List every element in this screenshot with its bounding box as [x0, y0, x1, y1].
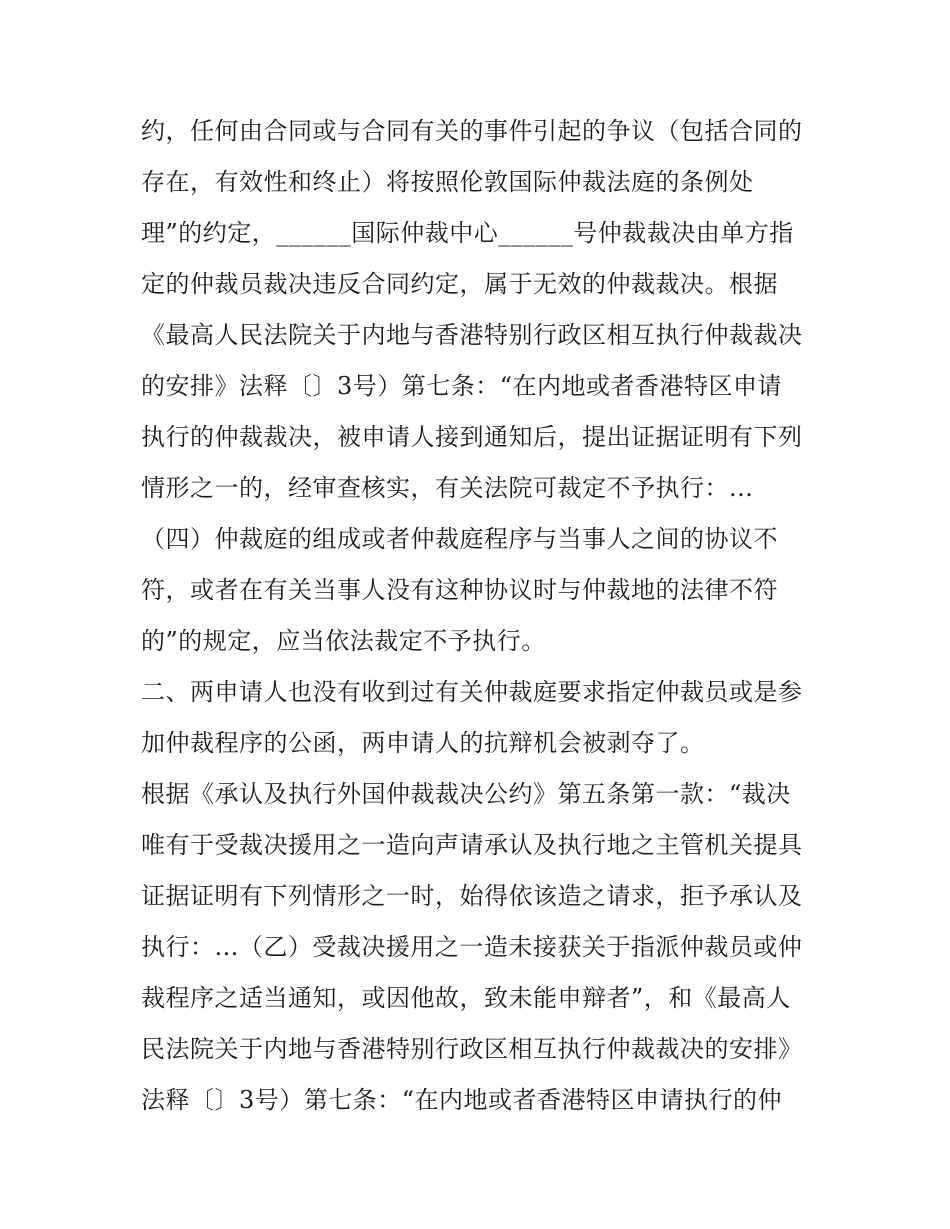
- text-line-14: 根据《承认及执行外国仲裁裁决公约》第五条第一款：“裁决: [141, 780, 791, 808]
- text-line-1: 约，任何由合同或与合同有关的事件引起的争议（包括合同的: [141, 117, 803, 145]
- text-line-5: 《最高人民法院关于内地与香港特别行政区相互执行仲裁裁决: [141, 321, 803, 349]
- text-line-10: 符，或者在有关当事人没有这种协议时与仲裁地的法律不符: [141, 576, 778, 604]
- text-line-18: 裁程序之适当通知，或因他故，致未能申辩者”，和《最高人: [141, 984, 791, 1012]
- text-line-2: 存在，有效性和终止）将按照伦敦国际仲裁法庭的条例处: [141, 168, 754, 196]
- text-line-13: 加仲裁程序的公函，两申请人的抗辩机会被剥夺了。: [141, 729, 705, 757]
- text-line-19: 民法院关于内地与香港特别行政区相互执行仲裁裁决的安排》: [141, 1035, 803, 1063]
- text-line-9: （四）仲裁庭的组成或者仲裁庭程序与当事人之间的协议不: [141, 525, 778, 553]
- text-line-17: 执行：...（乙）受裁决援用之一造未接获关于指派仲裁员或仲: [141, 933, 803, 961]
- text-line-3: 理”的约定，______国际仲裁中心______号仲裁裁决由单方指: [141, 219, 794, 247]
- text-line-7: 执行的仲裁裁决，被申请人接到通知后，提出证据证明有下列: [141, 423, 803, 451]
- text-line-15: 唯有于受裁决援用之一造向声请承认及执行地之主管机关提具: [141, 831, 803, 859]
- text-line-6: 的安排》法释〔〕3号）第七条：“在内地或者香港特区申请: [141, 372, 783, 400]
- text-line-11: 的”的规定，应当依法裁定不予执行。: [141, 627, 546, 655]
- text-line-8: 情形之一的，经审查核实，有关法院可裁定不予执行：...: [141, 474, 754, 502]
- text-line-20: 法释〔〕3号）第七条：“在内地或者香港特区申请执行的仲: [141, 1086, 783, 1114]
- text-line-16: 证据证明有下列情形之一时，始得依该造之请求，拒予承认及: [141, 882, 803, 910]
- text-line-4: 定的仲裁员裁决违反合同约定，属于无效的仲裁裁决。根据: [141, 270, 778, 298]
- document-body: [141, 106, 821, 1126]
- text-line-12: 二、两申请人也没有收到过有关仲裁庭要求指定仲裁员或是参: [141, 678, 803, 706]
